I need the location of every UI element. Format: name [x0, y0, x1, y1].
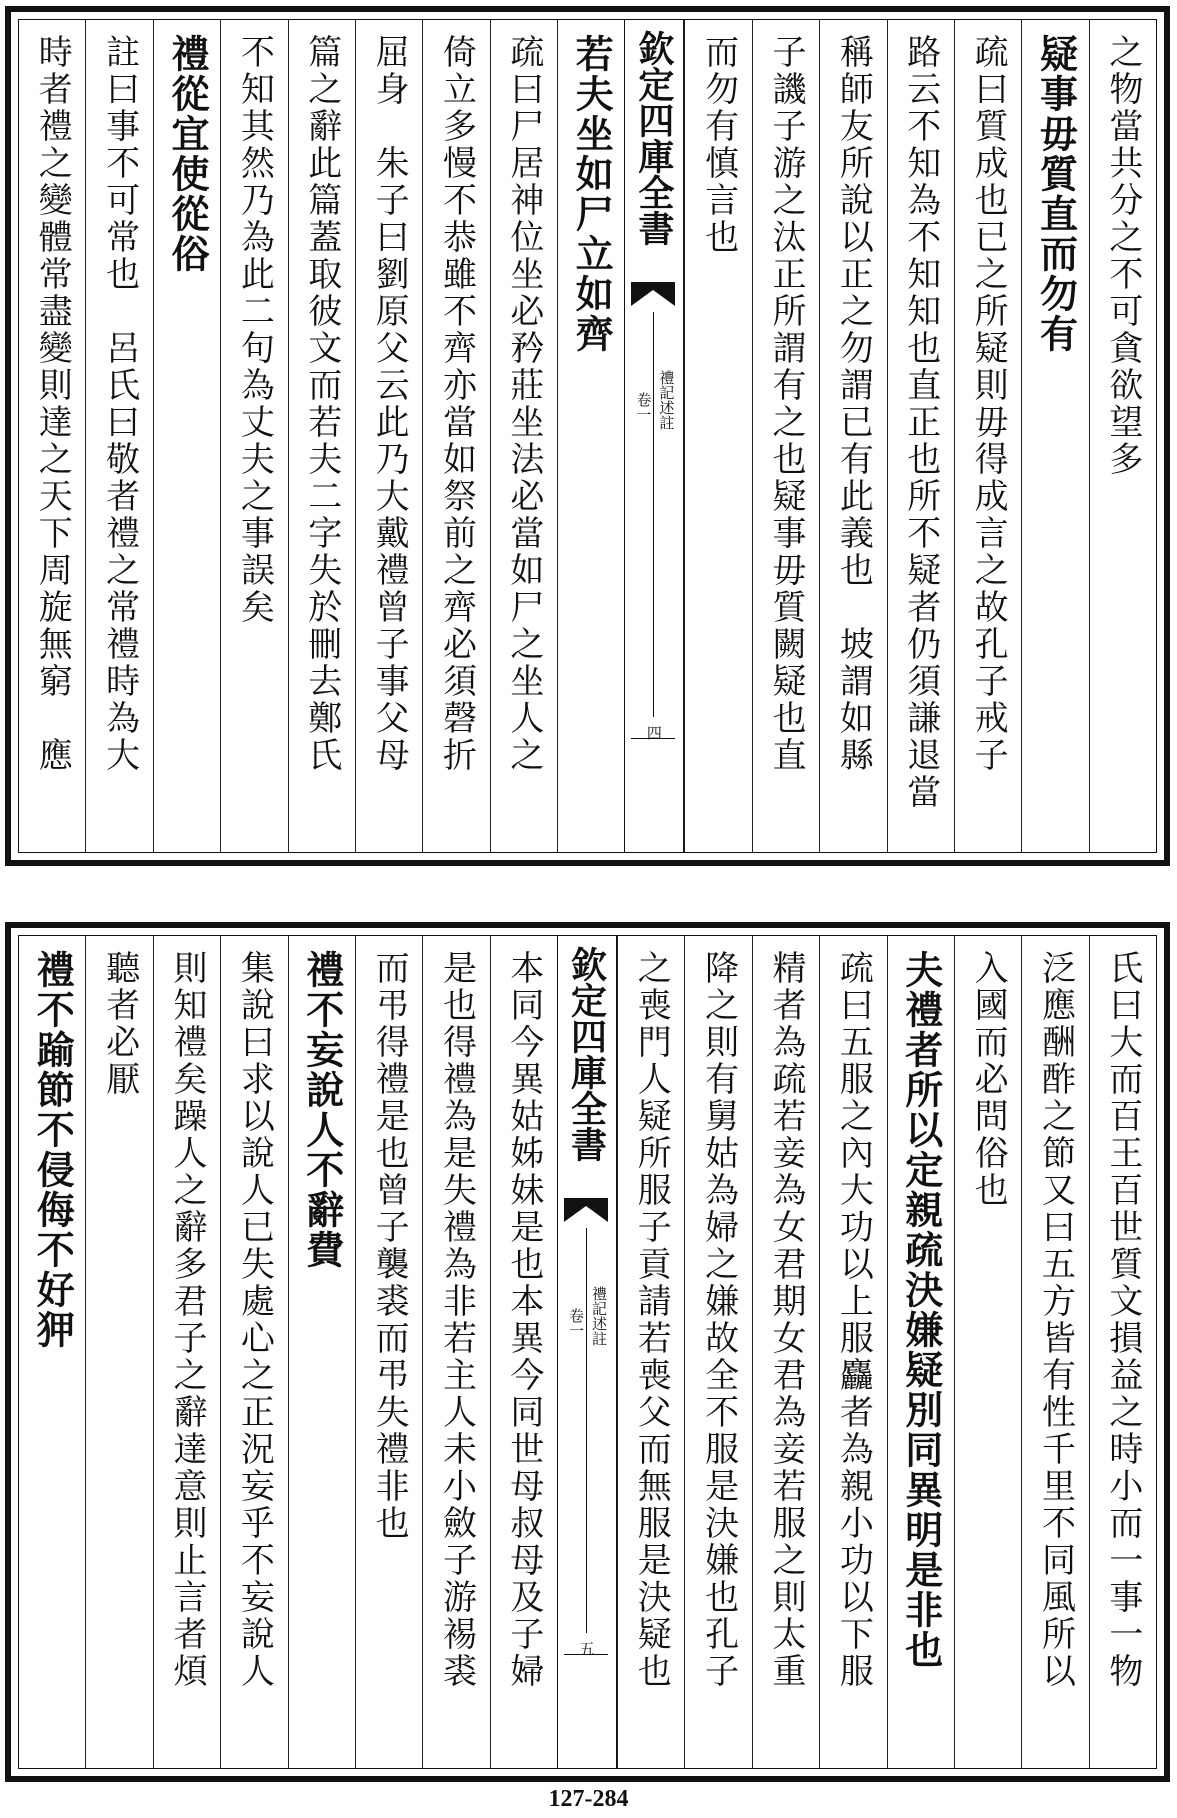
column-text: 疏曰尸居神位坐必矜莊坐法必當如尸之坐人之: [503, 34, 544, 774]
center-rule: [586, 1228, 587, 1633]
column-text: 是也得禮為是失禮為非若主人未小斂子游裼裘: [436, 950, 477, 1690]
column-heading: 疑事毋質直而勿有: [1033, 34, 1079, 354]
collection-title: 欽定四庫全書: [632, 30, 675, 246]
fish-tail-icon: [631, 282, 675, 306]
page-frame: [18, 935, 1157, 1769]
text-column: [422, 936, 489, 1768]
text-column: [887, 936, 954, 1768]
collection-title: 欽定四庫全書: [565, 946, 608, 1162]
column-heading: 夫禮者所以定親疏決嫌疑別同異明是非也: [898, 950, 944, 1670]
text-column: [954, 936, 1021, 1768]
text-column: [490, 936, 557, 1768]
column-text: 路云不知為不知知也直正也所不疑者仍須謙退當: [900, 34, 941, 811]
text-column: [288, 20, 355, 852]
column-text: 集說曰求以說人已失處心之正況妄乎不妄說人: [234, 950, 275, 1690]
column-text: 降之則有舅姑為婦之嫌故全不服是決嫌也孔子: [698, 950, 739, 1690]
column-text: 而弔得禮是也曾子襲裘而弔失禮非也: [369, 950, 410, 1542]
text-column: [617, 936, 684, 1768]
text-column: [887, 20, 954, 852]
page-number: 四: [644, 725, 663, 740]
fish-tail-icon: [564, 1198, 608, 1222]
column-text: 氏曰大而百王百世質文損益之時小而一事一物: [1102, 950, 1143, 1690]
column-heading: 禮從宜使從俗: [164, 34, 210, 274]
page-reference-number: 127-284: [548, 1786, 629, 1812]
column-heading: 禮不妄說人不辭費: [299, 950, 345, 1270]
text-column: [85, 20, 152, 852]
text-column: [684, 20, 751, 852]
column-text: 之物當共分之不可貪欲望多: [1102, 34, 1143, 478]
text-column: [1089, 20, 1156, 852]
text-column: [355, 20, 422, 852]
text-column: [220, 20, 287, 852]
text-column: [85, 936, 152, 1768]
column-text: 子譏子游之汰正所謂有之也疑事毋質闕疑也直: [765, 34, 806, 774]
text-column: [752, 20, 819, 852]
text-column: [1021, 20, 1088, 852]
text-column: [220, 936, 287, 1768]
text-column: [557, 20, 624, 852]
page-lower: [5, 922, 1170, 1782]
book-title: 禮記述註: [657, 370, 676, 430]
column-text: 疏曰五服之內大功以上服麤者為親小功以下服: [833, 950, 874, 1690]
page-number: 五: [577, 1641, 596, 1656]
text-column: [153, 936, 220, 1768]
text-column: [355, 936, 422, 1768]
column-text: 屈身 朱子曰劉原父云此乃大戴禮曾子事父母: [369, 34, 410, 774]
text-column: [490, 20, 557, 852]
column-text: 稱師友所說以正之勿謂已有此義也 坡謂如縣: [833, 34, 874, 774]
text-column: [684, 936, 751, 1768]
column-text: 精者為疏若妾為女君期女君為妾若服之則太重: [765, 950, 806, 1690]
column-text: 倚立多慢不恭雖不齊亦當如祭前之齊必須磬折: [436, 34, 477, 774]
text-column: [819, 936, 886, 1768]
bottom-fish-tail: [564, 1636, 608, 1655]
text-column: [1089, 936, 1156, 1768]
page-upper: [5, 6, 1170, 866]
page-frame: [18, 19, 1157, 853]
center-fold: [624, 20, 684, 852]
text-column: [153, 20, 220, 852]
column-text: 不知其然乃為此二句為丈夫之事誤矣: [234, 34, 275, 626]
column-text: 而勿有慎言也: [698, 34, 739, 256]
column-heading: 若夫坐如尸立如齊: [569, 34, 615, 354]
volume-label: 卷一: [634, 392, 653, 422]
column-text: 之喪門人疑所服子貢請若喪父而無服是決疑也: [631, 950, 672, 1690]
column-text: 泛應酬酢之節又曰五方皆有性千里不同風所以: [1035, 950, 1076, 1690]
column-text: 時者禮之變體常盡變則達之天下周旋無窮 應: [32, 34, 73, 774]
text-column: [422, 20, 489, 852]
text-column: [954, 20, 1021, 852]
center-rule: [653, 312, 654, 717]
column-text: 註曰事不可常也 呂氏曰敬者禮之常禮時為大: [99, 34, 140, 774]
text-column: [19, 20, 85, 852]
column-text: 入國而必問俗也: [968, 950, 1009, 1209]
book-title: 禮記述註: [590, 1286, 608, 1346]
text-column: [752, 936, 819, 1768]
column-text: 篇之辭此篇蓋取彼文而若夫二字失於刪去鄭氏: [301, 34, 342, 774]
center-fold: [557, 936, 617, 1768]
text-column: [819, 20, 886, 852]
column-heading: 禮不踰節不侵侮不好狎: [30, 950, 76, 1350]
volume-label: 卷一: [567, 1308, 585, 1338]
text-column: [1021, 936, 1088, 1768]
column-text: 疏曰質成也已之所疑則毋得成言之故孔子戒子: [968, 34, 1009, 774]
column-text: 本同今異姑姊妹是也本異今同世母叔母及子婦: [503, 950, 544, 1690]
text-column: [288, 936, 355, 1768]
text-column: [19, 936, 85, 1768]
bottom-fish-tail: [631, 720, 675, 739]
column-text: 聽者必厭: [99, 950, 140, 1098]
column-text: 則知禮矣躁人之辭多君子之辭達意則止言者煩: [166, 950, 207, 1690]
